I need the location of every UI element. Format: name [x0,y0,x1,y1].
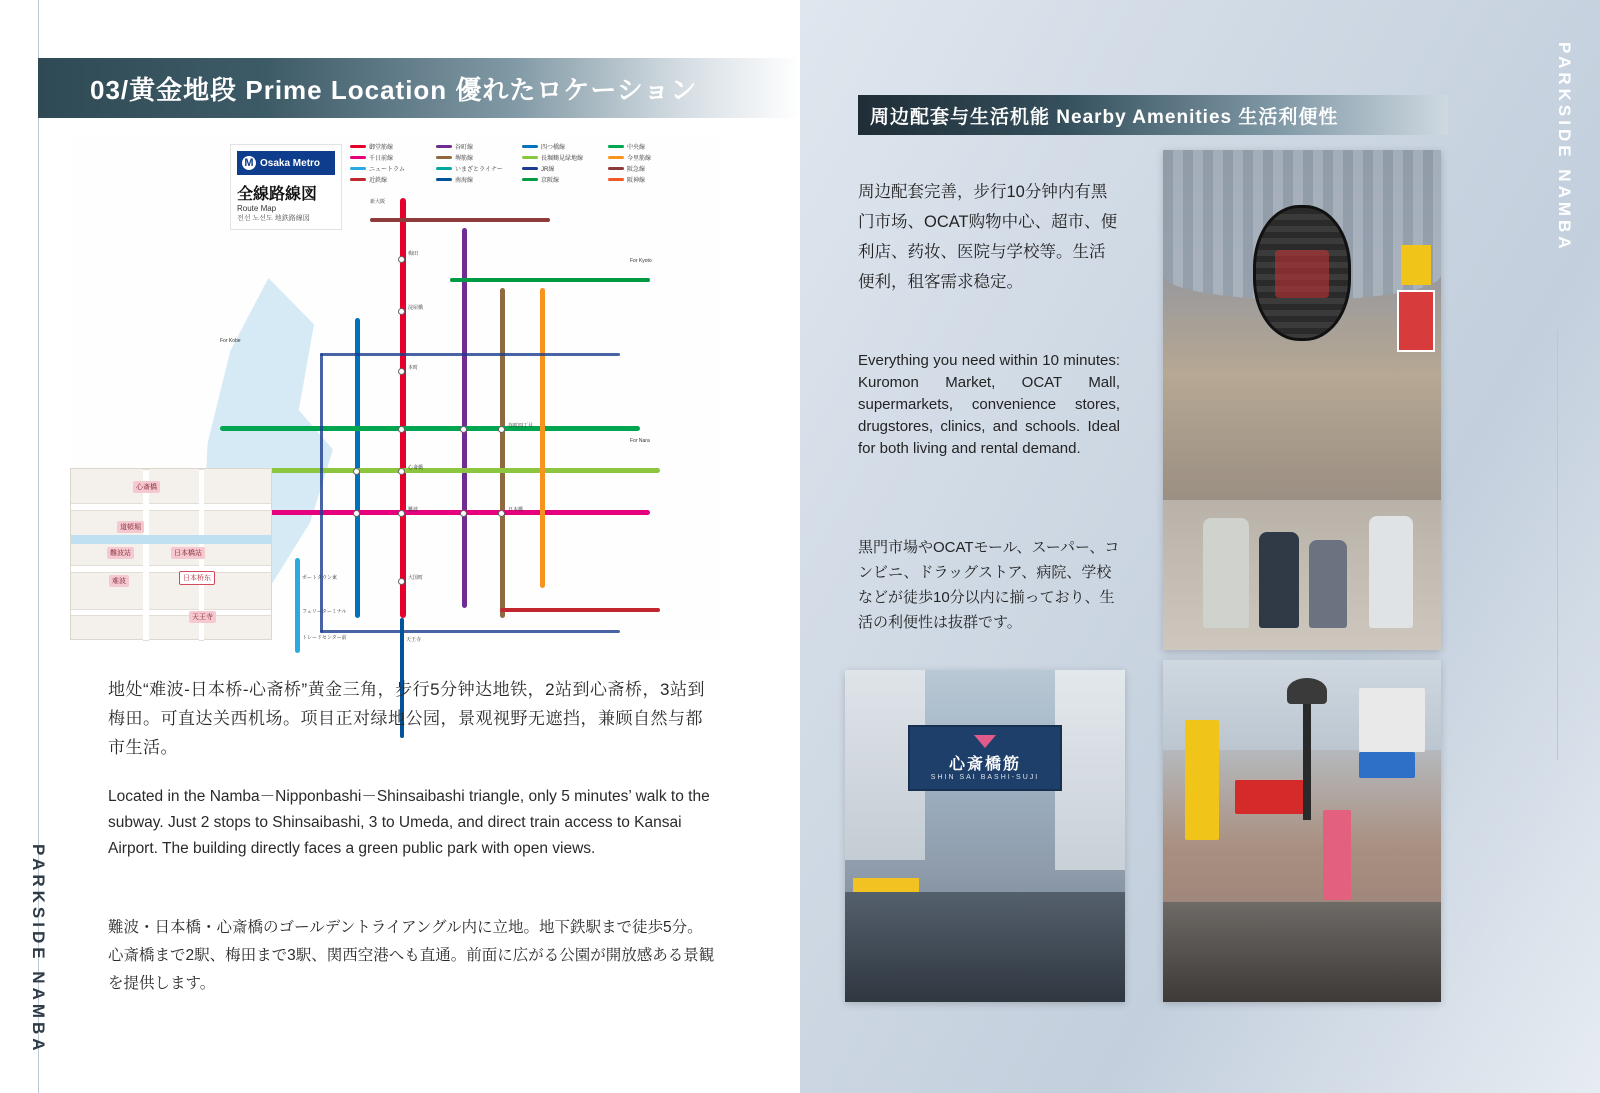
station-dot [398,368,405,375]
station-label: 谷町四丁目 [508,423,534,429]
inset-neighborhood-map [70,468,272,640]
left-page-side-label: PARKSIDE NAMBA [29,844,48,1055]
rail-line-jr-loop [320,353,323,633]
street-lamp [1303,700,1311,820]
inset-road [71,609,271,616]
legend-label: JR線 [541,167,555,173]
legend-item [522,164,600,173]
inset-label-shinsaibashi: 心斎橋 [133,481,160,493]
metro-line-tanimachi [462,228,467,608]
station-dot [498,426,505,433]
map-title-sub: 전선 노선도 地鉄路線図 [237,215,310,222]
legend-label: 今里筋線 [627,156,652,162]
arcade-lantern [1253,205,1351,341]
metro-line-sakaisuji [500,288,505,618]
legend-item [522,142,600,151]
legend-item [436,164,514,173]
legend-swatch [350,167,366,170]
photo-kuromon-market-arcade [1163,150,1441,650]
legend-label: ニュートラム [369,167,405,173]
legend-swatch [436,167,452,170]
street-building-right [1055,670,1125,870]
legend-swatch [350,156,366,159]
amenities-title: 周边配套与生活机能 Nearby Amenities 生活利便性 [870,106,1339,128]
photo-shinsaibashi-suji [845,670,1125,1002]
legend-item [350,153,428,162]
legend-item [608,164,686,173]
rail-line-jr-loop-2 [320,353,620,356]
right-edge-rule [1557,330,1558,760]
page-title: 03/黄金地段 Prime Location 優れたロケーション [90,74,698,105]
legend-label: 千日前線 [369,156,394,162]
legend-label: 長堀鶴見緑地線 [541,156,584,162]
legend-label: 堺筋線 [455,156,474,162]
shinsaibashi-logo-icon [974,735,996,748]
section-header-band [38,58,800,118]
station-dot [398,308,405,315]
station-label: 梅田 [408,251,419,257]
station-dot [460,510,467,517]
inset-label-dotonbori: 道頓堀 [117,521,144,533]
legend-swatch [608,178,624,181]
legend-label: 谷町線 [455,145,474,151]
legend-item [522,153,600,162]
legend-item [350,164,428,173]
arcade-pedestrian [1309,540,1347,628]
right-body-chinese: 周边配套完善，步行10分钟内有黑门市场、OCAT购物中心、超市、便利店、药妆、医院与学校等。生活便利，租客需求稳定。 [858,182,1118,291]
station-dot [353,510,360,517]
rail-line-jr-loop-3 [320,630,620,633]
map-note: For Kobe [220,338,241,344]
legend-label: 阪神線 [627,178,646,184]
metro-line-nagahori [240,468,660,473]
map-note: For Nara [630,438,650,444]
legend-swatch [350,178,366,181]
map-canvas [70,138,720,643]
station-dot [460,426,467,433]
station-label: 新大阪 [370,199,386,205]
arcade-pedestrian [1369,516,1413,628]
legend-item [608,175,686,184]
legend-swatch [608,145,624,148]
legend-swatch [522,145,538,148]
station-label: 心斎橋 [408,465,424,471]
inset-road [71,565,271,573]
legend-label: 近鉄線 [369,178,388,184]
legend-label: 阪急線 [627,167,646,173]
station-label: 天王寺 [406,637,422,643]
arcade-pedestrian [1259,532,1299,628]
left-body-chinese: 地处“难波-日本桥-心斋桥”黄金三角，步行5分钟达地铁，2站到心斋桥，3站到梅田。可直达关西机场。项目正对绿地公园，景观视野无遮挡，兼顾自然与都市生活。 [108,680,706,757]
legend-swatch [436,156,452,159]
shinsaibashi-sign-main: 心斎橋筋 [948,756,1021,773]
legend-item [608,142,686,151]
metro-m-icon: M [242,156,256,170]
street-sign-blue [1359,752,1415,778]
inset-label-tennoji: 天王寺 [189,611,216,623]
inset-label-namba: 难波 [109,575,129,587]
inset-river [71,535,271,544]
metro-line-sennichimae [250,510,650,515]
station-dot [353,468,360,475]
legend-label: 中央線 [627,145,646,151]
metro-line-imazatosuji [540,288,545,588]
rail-line-keihan [450,278,650,282]
legend-label: 京阪線 [541,178,560,184]
arcade-sign-red [1397,290,1435,352]
station-dot [398,468,405,475]
legend-label: 御堂筋線 [369,145,394,151]
osaka-metro-logo-block [230,144,342,230]
rail-line-hankyu [370,218,550,222]
station-dot [398,510,405,517]
map-note: ポートタウン東 [302,575,338,581]
legend-item [436,142,514,151]
station-dot [498,510,505,517]
map-title-en: Route Map [237,204,277,213]
amenities-header-band [858,95,1448,135]
street-sign-white [1359,688,1425,752]
legend-swatch [436,178,452,181]
legend-label: いまざとライナー [455,167,503,173]
metro-line-chuo [220,426,640,431]
street-sign-red [1235,780,1305,814]
map-note: For Kyoto [630,258,652,264]
arcade-pedestrian [1203,518,1249,628]
station-dot [398,426,405,433]
legend-label: 南海線 [455,178,474,184]
inset-road [143,469,149,641]
left-body-japanese: 難波・日本橋・心斎橋のゴールデントライアングル内に立地。地下鉄駅まで徒歩5分。心斎橋まで2駅、梅田まで3駅、関西空港へも直通。前面に広がる公園が開放感ある景観を提供します。 [108,918,715,992]
legend-swatch [608,167,624,170]
metro-brand-bar [237,151,335,175]
left-body-english: Located in the Namba－Nipponbashi－Shinsaibashi triangle, only 5 minutes’ walk to the subway. Just 2 stops to Shinsaibashi, 3 to Umeda, and direct train access to Kansai Airport. The building directly faces a green public park with open views. [108,787,710,857]
arcade-sign-yellow [1401,245,1431,285]
legend-swatch [436,145,452,148]
map-legend [350,142,710,182]
legend-swatch [522,156,538,159]
legend-item [522,175,600,184]
station-dot [398,256,405,263]
photo-dotonbori-street [1163,660,1441,1002]
shinsaibashi-sign [908,725,1062,791]
legend-item [436,153,514,162]
metro-line-new-tram [295,558,300,653]
inset-road [71,503,271,511]
rail-line-kintetsu [500,608,660,612]
right-body-english: Everything you need within 10 minutes: Kuromon Market, OCAT Mall, supermarkets, convenience stores, drugstores, clinics, and schools. Ideal for both living and rental demand. [858,352,1120,457]
map-title-cn: 全線路線図 [237,186,318,203]
map-note: フェリーターミナル [302,609,347,615]
right-body-japanese: 黒門市場やOCATモール、スーパー、コンビニ、ドラッグストア、病院、学校などが徒歩10分以内に揃っており、生活の利便性は抜群です。 [858,539,1120,631]
osaka-metro-route-map [70,138,720,643]
legend-label: 四つ橋線 [541,145,566,151]
shinsaibashi-sign-sub: SHIN SAI BASHI-SUJI [930,774,1040,781]
legend-swatch [608,156,624,159]
station-label: 日本橋 [508,507,524,513]
station-label: 本町 [408,365,419,371]
legend-swatch [350,145,366,148]
legend-swatch [522,167,538,170]
station-label: 淀屋橋 [408,305,424,311]
street-sign-yellow [1185,720,1219,840]
inset-project-pin: 日本桥东 [179,571,215,585]
street-crowd [1163,902,1441,1002]
street-crowd [845,892,1125,1002]
station-label: 難波 [408,507,419,513]
station-label: 大国町 [408,575,424,581]
legend-item [608,153,686,162]
metro-brand-name: Osaka Metro [260,157,321,169]
right-page [800,0,1600,1093]
map-note: トレードセンター前 [302,635,347,641]
inset-label-nipponbashi-station: 日本橋站 [171,547,205,559]
station-dot [398,578,405,585]
right-page-side-label: PARKSIDE NAMBA [1555,42,1574,253]
legend-swatch [522,178,538,181]
legend-item [350,175,428,184]
street-sign-pink [1323,810,1351,900]
inset-label-namba-station: 難波站 [107,547,134,559]
legend-item [350,142,428,151]
legend-item [436,175,514,184]
